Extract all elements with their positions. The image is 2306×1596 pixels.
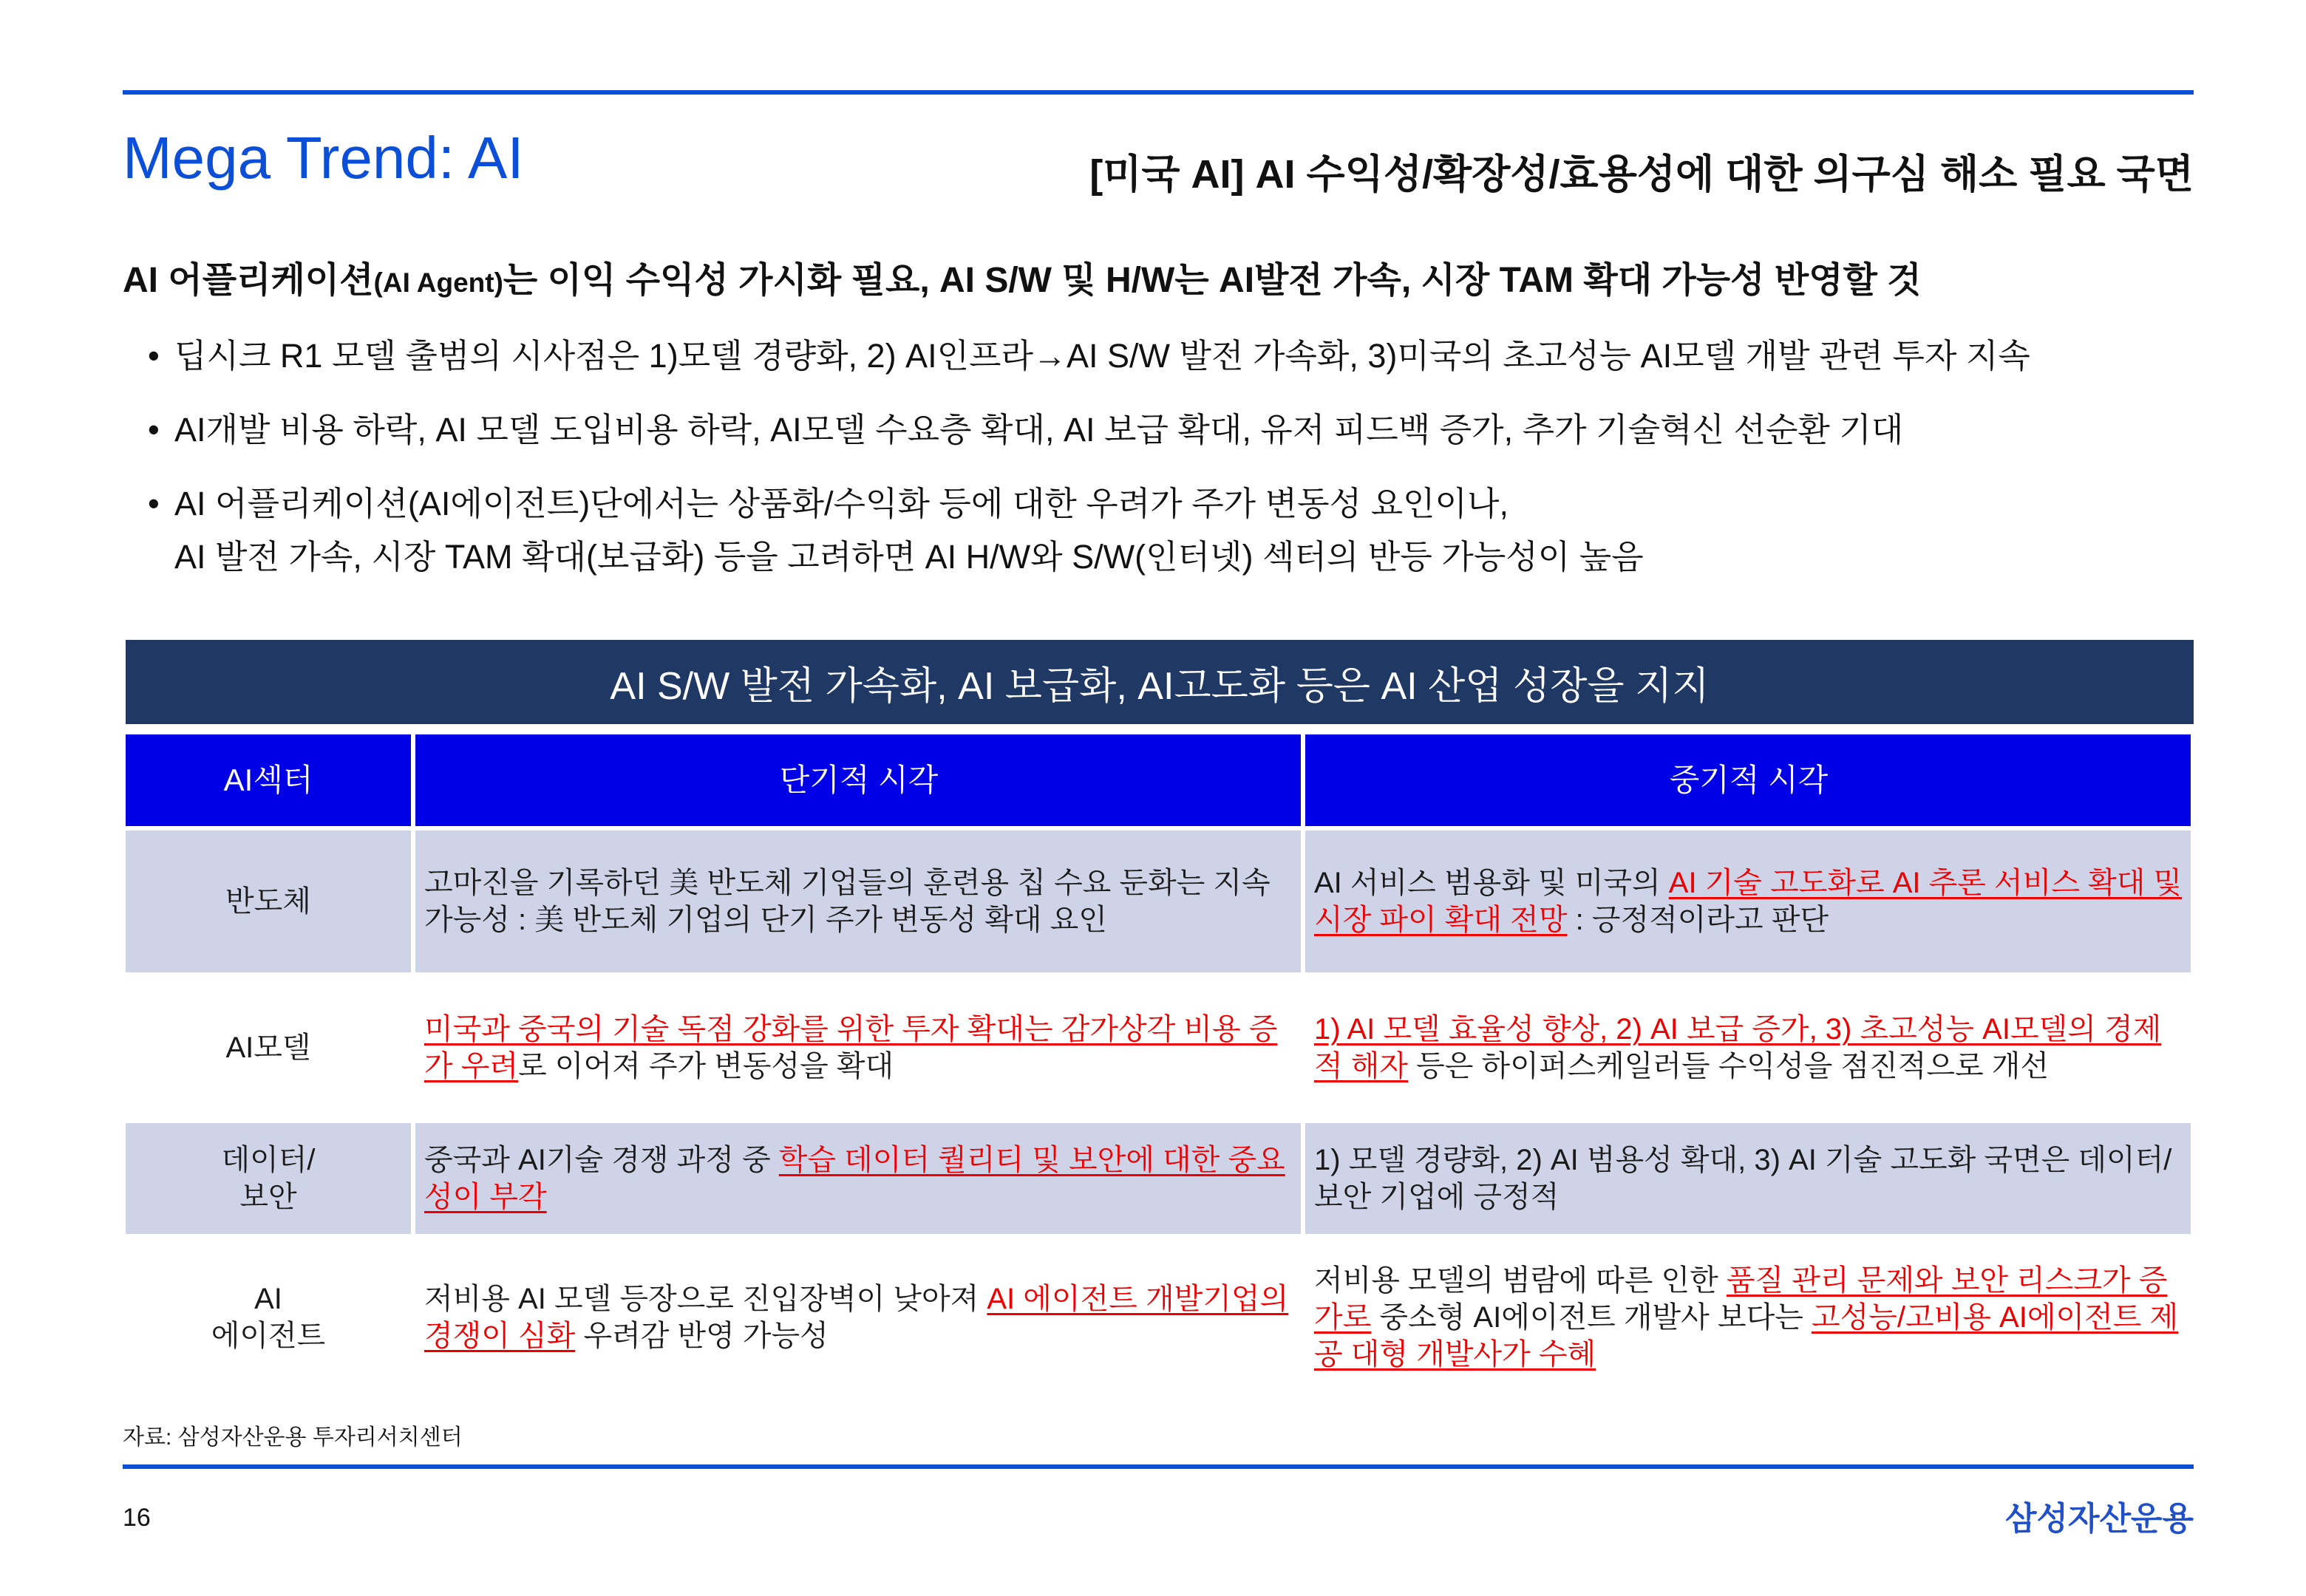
cell-text: 저비용 AI 모델 등장으로 진입장벽이 낮아져 <box>424 1283 987 1315</box>
page-title: Mega Trend: AI <box>123 125 524 191</box>
text-line: 에이전트 <box>211 1320 326 1352</box>
bullet-item <box>148 403 2194 457</box>
headline-note: (AI Agent) <box>373 267 503 298</box>
table-row <box>126 1123 2194 1234</box>
cell-text: 1) 모델 경량화, 2) AI 범용성 확대, 3) AI 기술 고도화 국면은 데이터/보안 기업에 긍정적 <box>1314 1144 2172 1213</box>
brand-logo-text: 삼성자산운용 <box>2004 1501 2194 1537</box>
text-line: • AI 어플리케이션(AI에이전트)단에서는 상품화/수익화 등에 대한 우려가 주가 변동성 요인이나, <box>174 485 1509 522</box>
cell-text: 고마진을 기록하던 美 반도체 기업들의 훈련용 칩 수요 둔화는 지속가능성 : 美 반도체 기업의 단기 주가 변동성 확대 요인 <box>424 867 1271 936</box>
table-row <box>126 1238 2194 1396</box>
bullet-list <box>148 330 2194 604</box>
column-header-sector: AI섹터 <box>126 734 411 826</box>
sector-cell <box>126 1238 411 1396</box>
page-subtitle: [미국 AI] AI 수익성/확장성/효용성에 대한 의구심 해소 필요 국면 <box>1089 152 2194 197</box>
text-line: AI모델 <box>225 1031 311 1064</box>
table-header-row <box>126 734 2194 826</box>
emphasis-text: 1) AI 모델 효율성 향상, 2) AI 보급 증가, 3) 초고성능 AI모델의 경제적 해자 <box>1314 1013 2162 1082</box>
sector-outlook-table <box>126 734 2194 1401</box>
emphasis-text: 학습 데이터 퀄리티 및 보안에 대한 중요성이 부각 <box>424 1144 1285 1213</box>
emphasis-text: AI 기술 고도화로 AI 추론 서비스 확대 및 시장 파이 확대 전망 <box>1314 867 2183 936</box>
text-line: AI <box>254 1283 282 1315</box>
emphasis-text: 고성능/고비용 AI에이전트 제공 대형 개발사가 수혜 <box>1314 1301 2179 1371</box>
sector-cell <box>126 831 411 972</box>
mid-term-cell <box>1305 1238 2191 1396</box>
text-line: • AI개발 비용 하락, AI 모델 도입비용 하락, AI모델 수요층 확대, AI 보급 확대, 유저 피드백 증가, 추가 기술혁신 선순환 기대 <box>174 411 1904 449</box>
table-row <box>126 977 2194 1119</box>
mid-term-cell <box>1305 1123 2191 1234</box>
cell-text: AI 서비스 범용화 및 미국의 <box>1314 867 1669 899</box>
cell-text: 로 이어져 주가 변동성을 확대 <box>518 1050 894 1082</box>
text-line: 반도체 <box>225 885 311 918</box>
headline-text: AI 어플리케이션 <box>123 261 374 300</box>
headline-text: 는 이익 수익성 가시화 필요, AI S/W 및 H/W는 AI발전 가속, 시장 TAM 확대 가능성 반영할 것 <box>503 261 1922 300</box>
table-banner: AI S/W 발전 가속화, AI 보급화, AI고도화 등은 AI 산업 성장을 지지 <box>126 640 2194 724</box>
emphasis-text: 미국과 중국의 기술 독점 강화를 위한 투자 확대는 감가상각 비용 증가 우려 <box>424 1013 1278 1082</box>
short-term-cell <box>415 977 1301 1119</box>
cell-text: 중소형 AI에이전트 개발사 보다는 <box>1371 1301 1812 1334</box>
source-note: 자료: 삼성자산운용 투자리서치센터 <box>123 1425 463 1450</box>
column-header-mid-term: 중기적 시각 <box>1305 734 2191 826</box>
table-row <box>126 831 2194 972</box>
sector-cell <box>126 977 411 1119</box>
emphasis-text: 품질 관리 문제와 보안 리스크가 증가로 <box>1314 1264 2168 1334</box>
text-line: 보안 <box>239 1181 297 1213</box>
short-term-cell <box>415 1123 1301 1234</box>
cell-text: 저비용 모델의 범람에 따른 인한 <box>1314 1264 1727 1297</box>
bottom-divider <box>123 1464 2194 1469</box>
short-term-cell <box>415 1238 1301 1396</box>
short-term-cell <box>415 831 1301 972</box>
text-line: 데이터/ <box>221 1144 316 1176</box>
top-divider <box>123 90 2194 95</box>
bullet-item <box>148 330 2194 383</box>
text-line: • 딥시크 R1 모델 출범의 시사점은 1)모델 경량화, 2) AI인프라→AI S/W 발전 가속화, 3)미국의 초고성능 AI모델 개발 관련 투자 지속 <box>174 337 2030 375</box>
sector-cell <box>126 1123 411 1234</box>
page-number: 16 <box>123 1504 151 1532</box>
emphasis-text: AI 에이전트 개발기업의 경쟁이 심화 <box>424 1283 1289 1352</box>
cell-text: 등은 하이퍼스케일러들 수익성을 점진적으로 개선 <box>1408 1050 2050 1082</box>
cell-text: 우려감 반영 가능성 <box>575 1320 829 1352</box>
bullet-item <box>148 477 2194 584</box>
cell-text: 중국과 AI기술 경쟁 과정 중 <box>424 1144 779 1176</box>
mid-term-cell <box>1305 831 2191 972</box>
cell-text: : 긍정적이라고 판단 <box>1567 904 1829 936</box>
column-header-short-term: 단기적 시각 <box>415 734 1301 826</box>
summary-headline <box>123 254 1922 310</box>
mid-term-cell <box>1305 977 2191 1119</box>
text-line: AI 발전 가속, 시장 TAM 확대(보급화) 등을 고려하면 AI H/W와 S/W(인터넷) 섹터의 반등 가능성이 높음 <box>174 538 1644 576</box>
